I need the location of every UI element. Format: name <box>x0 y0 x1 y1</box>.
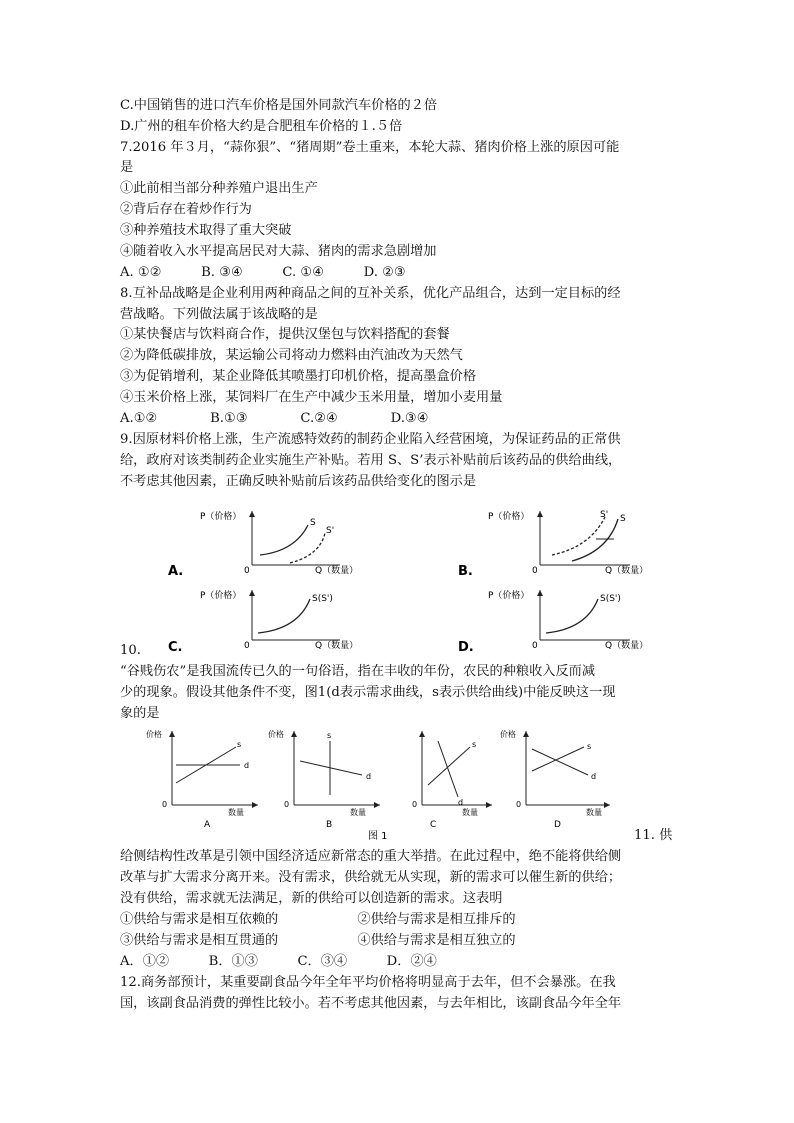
q9-curve-label: S' <box>326 526 335 536</box>
q9-panel-letter: B. <box>458 564 473 579</box>
question-8-stem: 8.互补品战略是企业利用两种商品之间的互补关系，优化产品组合，达到一定目标的经 <box>120 286 621 301</box>
q10-s-label: s <box>472 740 477 749</box>
q10-s-label: s <box>587 742 592 751</box>
q9-curve-label: S(S') <box>600 594 621 604</box>
q8-options: A.①② B.①③ C.②④ D.③④ <box>120 411 429 426</box>
q10-panel-a <box>146 729 258 830</box>
question-9-stem-cont: 给，政府对该类制药企业实施生产补贴。若用 S、S’表示补贴前后该药品的供给曲线， <box>120 453 622 468</box>
q9-x-axis-label: Q（数量） <box>315 566 359 576</box>
q11-items-3-4: ③供给与需求是相互贯通的 ④供给与需求是相互独立的 <box>120 933 516 948</box>
option-d-q6: D.广州的租车价格大约是合肥租车价格的１.５倍 <box>120 119 403 134</box>
q9-origin: 0 <box>244 566 250 576</box>
q10-x-axis-label: 数量 <box>586 808 602 817</box>
q9-origin: 0 <box>244 641 250 651</box>
q9-x-axis-label: Q（数量） <box>315 641 359 651</box>
q8-item-1: ①某快餐店与饮料商合作，提供汉堡包与饮料搭配的套餐 <box>120 327 450 342</box>
q10-panel-b <box>268 729 380 830</box>
q9-curve-label: S <box>310 518 316 528</box>
q10-s-label: s <box>327 731 332 740</box>
q10-d-label: d <box>458 798 464 807</box>
question-10-stem-cont: 少的现象。假设其他条件不变，图1(d表示需求曲线，s表示供给曲线)中能反映这一现 <box>120 685 616 700</box>
q9-y-axis-label: P（价格） <box>488 512 530 522</box>
q9-origin: 0 <box>532 641 538 651</box>
q8-item-2: ②为降低碳排放，某运输公司将动力燃料由汽油改为天然气 <box>120 348 463 363</box>
q11-options: A．①② B．①③ C．③④ D．②④ <box>120 954 437 969</box>
q7-item-3: ③种养殖技术取得了重大突破 <box>120 223 292 238</box>
q9-curve-label: S' <box>600 510 609 520</box>
q10-origin: 0 <box>516 800 522 809</box>
q9-panel-a <box>168 510 358 579</box>
question-9-stem-cont-2: 不考虑其他因素，正确反映补贴前后该药品供给变化的图示是 <box>120 474 477 489</box>
q10-d-label: d <box>591 772 597 781</box>
q9-panel-d <box>458 589 648 655</box>
q10-panel-letter: D <box>554 820 561 830</box>
q10-panel-letter: A <box>204 820 211 830</box>
q9-panel-b <box>458 510 648 579</box>
q8-item-3: ③为促销增利，某企业降低其喷墨打印机价格，提高墨盒价格 <box>120 369 477 384</box>
q9-panel-c <box>168 589 358 655</box>
q9-curve-label: S <box>620 514 626 524</box>
q7-item-1: ①此前相当部分种养殖户退出生产 <box>120 181 318 196</box>
question-12-stem: 12.商务部预计，某重要副食品今年全年平均价格将明显高于去年，但不会暴涨。在我 <box>120 975 616 990</box>
q10-panel-c <box>368 731 492 842</box>
q10-y-axis-label: 价格 <box>268 730 284 739</box>
q9-x-axis-label: Q（数量） <box>605 641 649 651</box>
q10-x-axis-label: 数量 <box>350 808 366 817</box>
q9-panel-letter: D. <box>458 640 474 655</box>
question-11-stem-cont: 改革与扩大需求分离开来。没有需求，供给就无从实现，新的需求可以催生新的供给； <box>120 870 622 885</box>
question-11-stem-cont-2: 没有供给，需求就无法满足，新的供给可以创造新的需求。这表明 <box>120 891 503 906</box>
q10-y-axis-label: 价格 <box>146 730 162 739</box>
q10-panel-letter: C <box>430 820 437 830</box>
q7-options: A. ①② B. ③④ C. ①④ D. ②③ <box>120 265 406 280</box>
q10-panel-d <box>500 729 610 830</box>
q10-s-label: s <box>237 740 242 749</box>
q9-x-axis-label: Q（数量） <box>605 566 649 576</box>
option-c-q6: C.中国销售的进口汽车价格是国外同款汽车价格的２倍 <box>120 98 438 113</box>
q10-origin: 0 <box>284 800 290 809</box>
q9-curve-label: S(S') <box>312 594 333 604</box>
q10-d-label: d <box>366 772 372 781</box>
q10-figure-caption: 图 1 <box>368 831 388 842</box>
question-9-stem: 9.因原材料价格上涨，生产流感特效药的制药企业陷入经营困境，为保证药品的正常供 <box>120 432 621 447</box>
q7-item-2: ②背后存在着炒作行为 <box>120 202 252 217</box>
question-7-stem: 7.2016 年３月，“蒜你狠”、“猪周期”卷土重来，本轮大蒜、猪肉价格上涨的原因可能 <box>120 140 620 155</box>
q10-x-axis-label: 数量 <box>228 808 244 817</box>
q9-y-axis-label: P（价格） <box>200 591 242 601</box>
q10-d-label: d <box>244 761 250 770</box>
question-8-stem-cont: 营战略。下列做法属于该战略的是 <box>120 307 318 322</box>
q10-supply-demand-figure <box>140 725 620 842</box>
question-11-number: 11. 供 <box>634 828 673 843</box>
q10-origin: 0 <box>412 800 418 809</box>
q8-item-4: ④玉米价格上涨，某饲料厂在生产中减少玉米用量，增加小麦用量 <box>120 390 503 405</box>
question-10-stem-cont-2: 象的是 <box>120 706 160 721</box>
question-7-stem-cont: 是 <box>120 160 134 175</box>
q10-origin: 0 <box>162 800 168 809</box>
q11-items-1-2: ①供给与需求是相互依赖的 ②供给与需求是相互排斥的 <box>120 912 516 927</box>
q9-origin: 0 <box>532 566 538 576</box>
q9-y-axis-label: P（价格） <box>200 512 242 522</box>
q7-item-4: ④随着收入水平提高居民对大蒜、猪肉的需求急剧增加 <box>120 244 437 259</box>
q10-x-axis-label: 数量 <box>462 808 478 817</box>
q10-y-axis-label: 价格 <box>500 730 516 739</box>
question-11-stem: 给侧结构性改革是引领中国经济适应新常态的重大举措。在此过程中，绝不能将供给侧 <box>120 849 622 864</box>
q9-y-axis-label: P（价格） <box>488 591 530 601</box>
question-12-stem-cont: 国，该副食品消费的弹性比较小。若不考虑其他因素，与去年相比，该副食品今年全年 <box>120 996 622 1011</box>
q10-panel-letter: B <box>326 820 333 830</box>
q9-panel-letter: C. <box>168 640 183 655</box>
q9-panel-letter: A. <box>168 564 184 579</box>
question-10-number: 10. <box>120 643 141 658</box>
question-10-stem: “谷贱伤农”是我国流传已久的一句俗语，指在丰收的年份，农民的种粮收入反而减 <box>120 664 596 679</box>
q9-supply-figure <box>160 505 680 655</box>
